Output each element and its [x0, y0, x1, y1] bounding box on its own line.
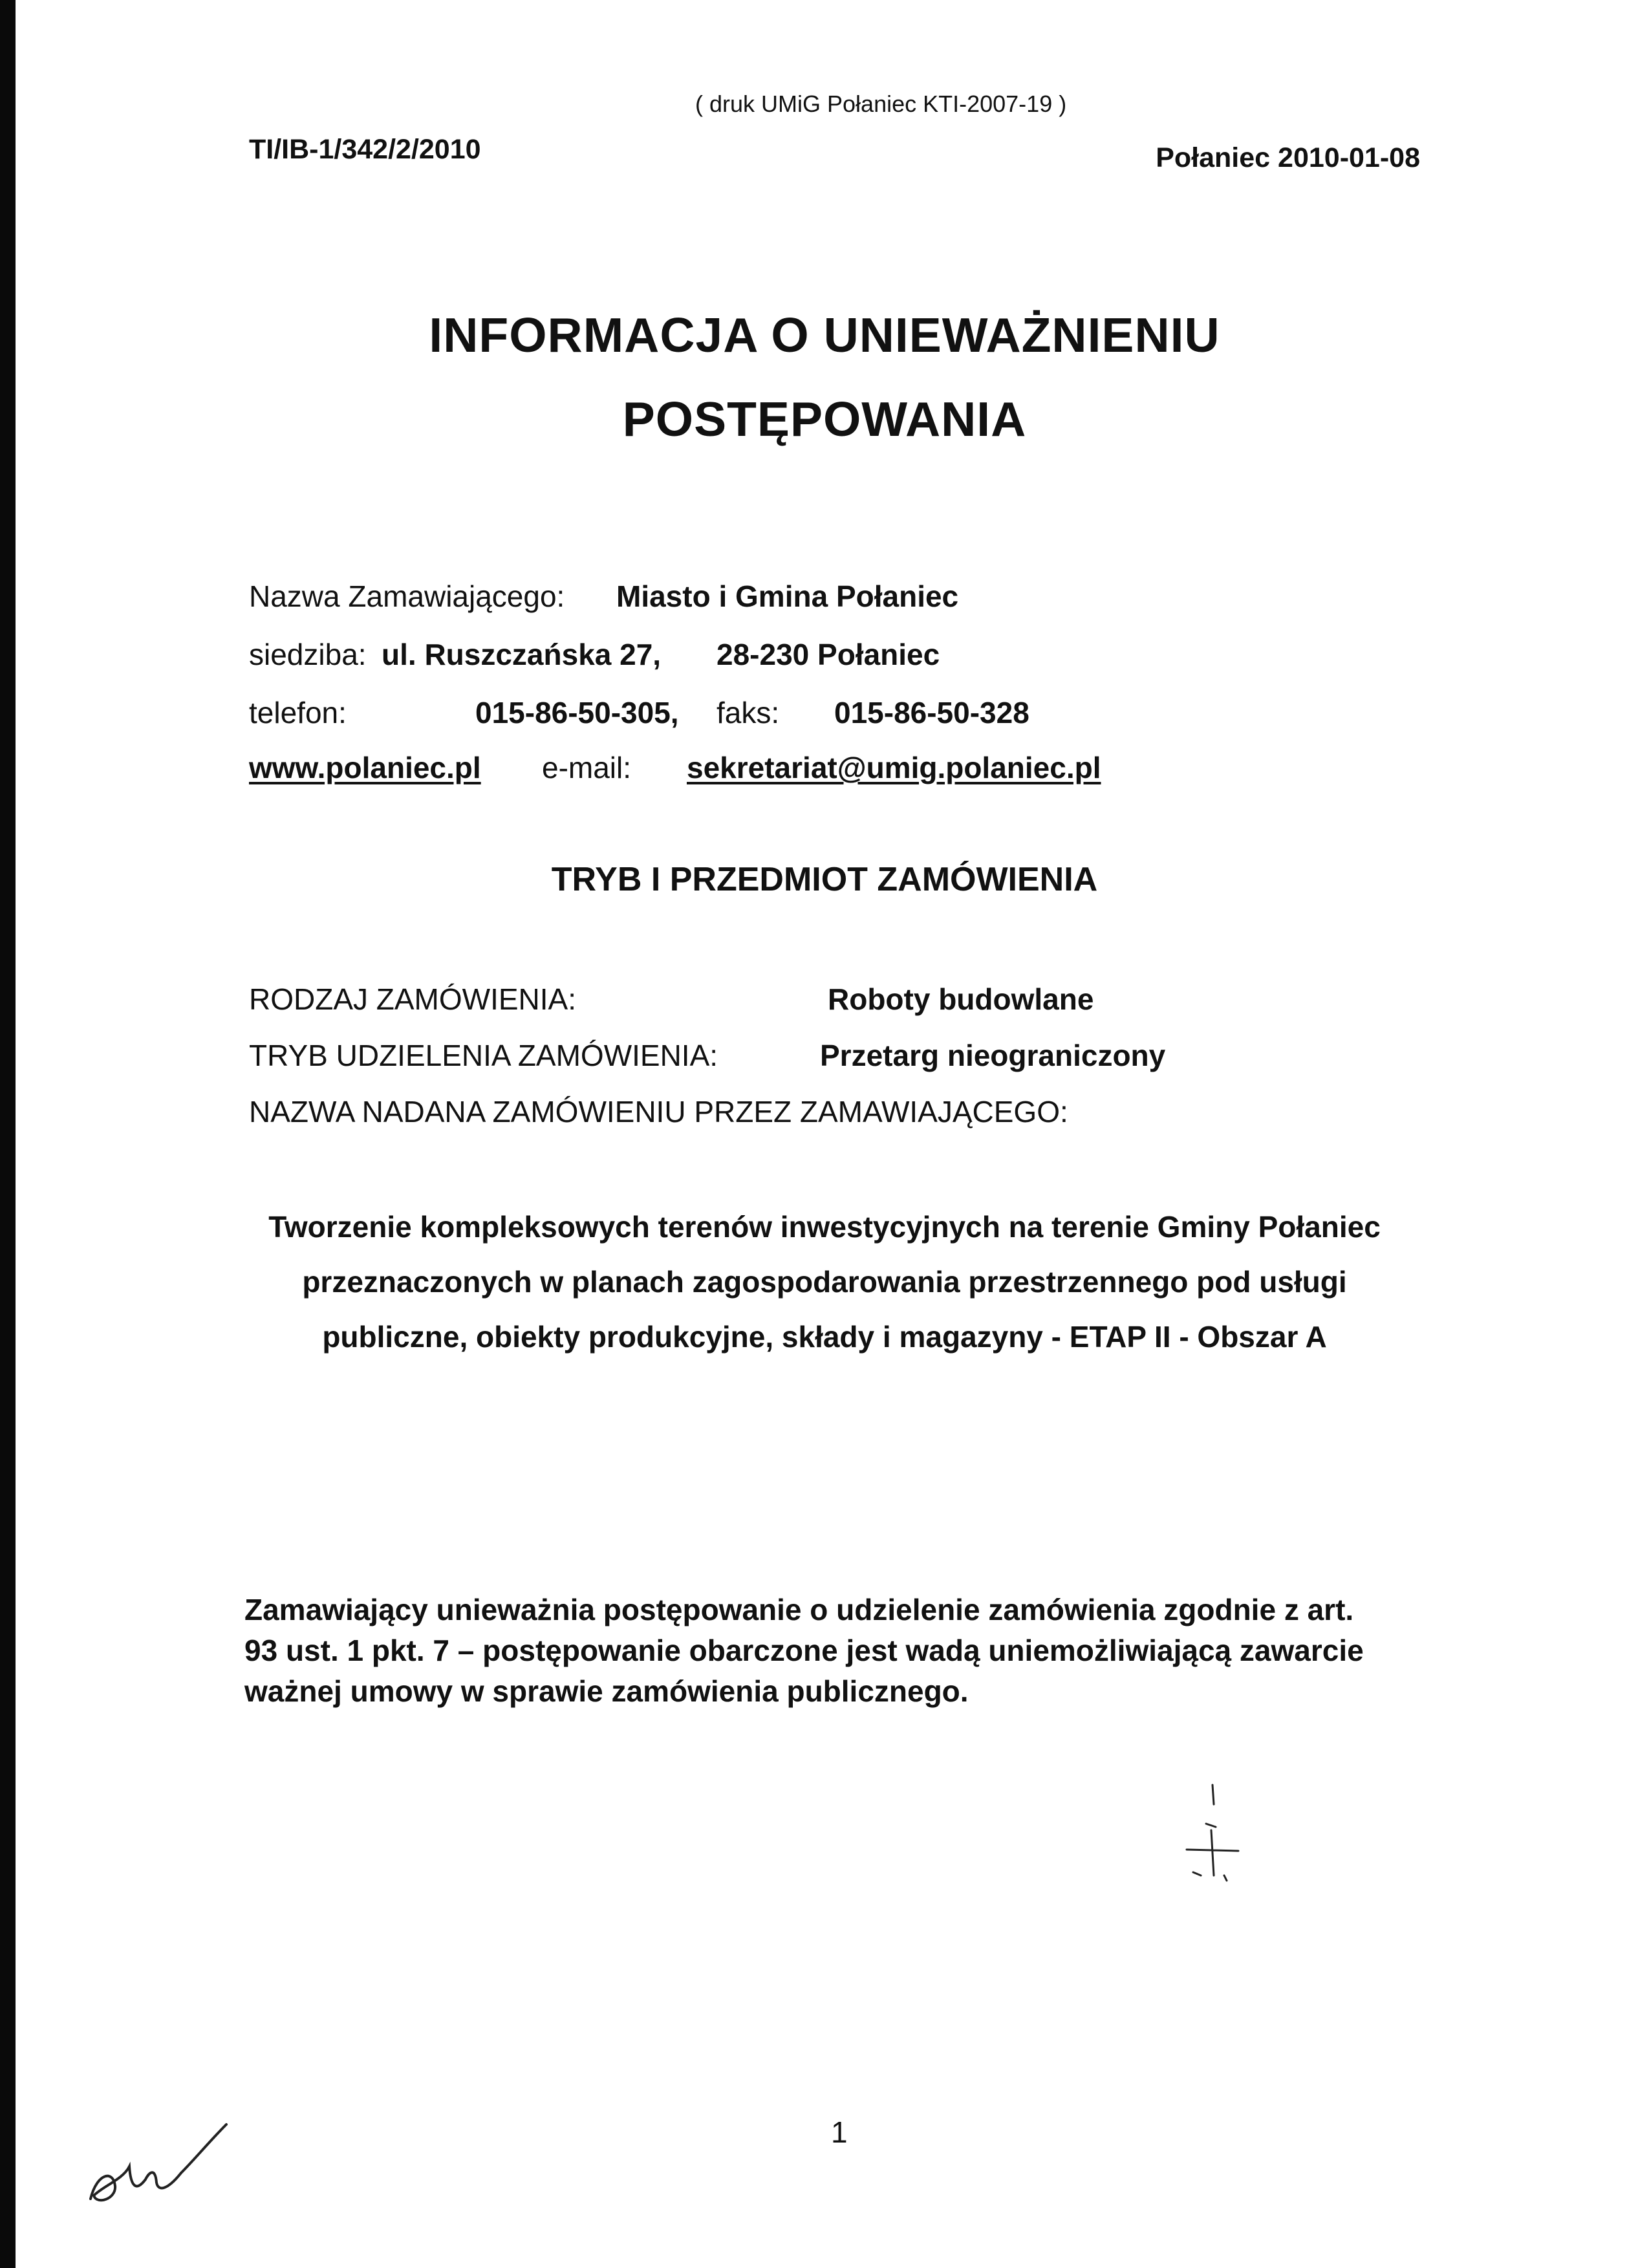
order-name-label: NAZWA NADANA ZAMÓWIENIU PRZEZ ZAMAWIAJĄCEGO: — [249, 1095, 1068, 1129]
phone-label: telefon: — [249, 696, 347, 729]
document-title-line-1: INFORMACJA O UNIEWAŻNIENIU — [429, 308, 1220, 362]
subject-line-2: przeznaczonych w planach zagospodarowania przestrzennego pod usługi — [302, 1265, 1347, 1299]
form-note: ( druk UMiG Połaniec KTI-2007-19 ) — [695, 91, 1067, 117]
handwritten-mark — [1167, 1778, 1258, 1895]
page-number: 1 — [831, 2115, 848, 2149]
decision-line-3: ważnej umowy w sprawie zamówienia publicznego. — [244, 1674, 969, 1708]
seat-postcode: 28-230 Połaniec — [717, 638, 940, 671]
order-mode-value: Przetarg nieograniczony — [820, 1039, 1166, 1072]
order-type-value: Roboty budowlane — [828, 982, 1094, 1016]
order-type-label: RODZAJ ZAMÓWIENIA: — [249, 982, 576, 1016]
seat-value: ul. Ruszczańska 27, — [382, 638, 662, 671]
decision-line-2: 93 ust. 1 pkt. 7 – postępowanie obarczone jest wadą uniemożliwiającą zawarcie — [244, 1634, 1364, 1667]
order-mode-label: TRYB UDZIELENIA ZAMÓWIENIA: — [249, 1039, 718, 1072]
fax-label: faks: — [717, 696, 780, 729]
email-link[interactable]: sekretariat@umig.polaniec.pl — [687, 751, 1101, 784]
place-date: Połaniec 2010-01-08 — [1156, 142, 1420, 173]
authority-name-value: Miasto i Gmina Połaniec — [616, 579, 959, 613]
email-label: e-mail: — [542, 751, 632, 784]
reference-number: TI/IB-1/342/2/2010 — [249, 134, 481, 165]
signature — [84, 2102, 233, 2225]
phone-value: 015-86-50-305, — [475, 696, 679, 729]
seat-label: siedziba: — [249, 638, 367, 671]
decision-line-1: Zamawiający unieważnia postępowanie o udzielenie zamówienia zgodnie z art. — [244, 1593, 1354, 1626]
subject-line-3: publiczne, obiekty produkcyjne, składy i magazyny - ETAP II - Obszar A — [322, 1320, 1327, 1354]
authority-name-label: Nazwa Zamawiającego: — [249, 579, 565, 613]
section-heading: TRYB I PRZEDMIOT ZAMÓWIENIA — [551, 861, 1098, 898]
subject-line-1: Tworzenie kompleksowych terenów inwestycyjnych na terenie Gminy Połaniec — [268, 1210, 1381, 1244]
website-link[interactable]: www.polaniec.pl — [249, 751, 481, 784]
document-title-line-2: POSTĘPOWANIA — [622, 392, 1027, 446]
fax-value: 015-86-50-328 — [834, 696, 1029, 729]
